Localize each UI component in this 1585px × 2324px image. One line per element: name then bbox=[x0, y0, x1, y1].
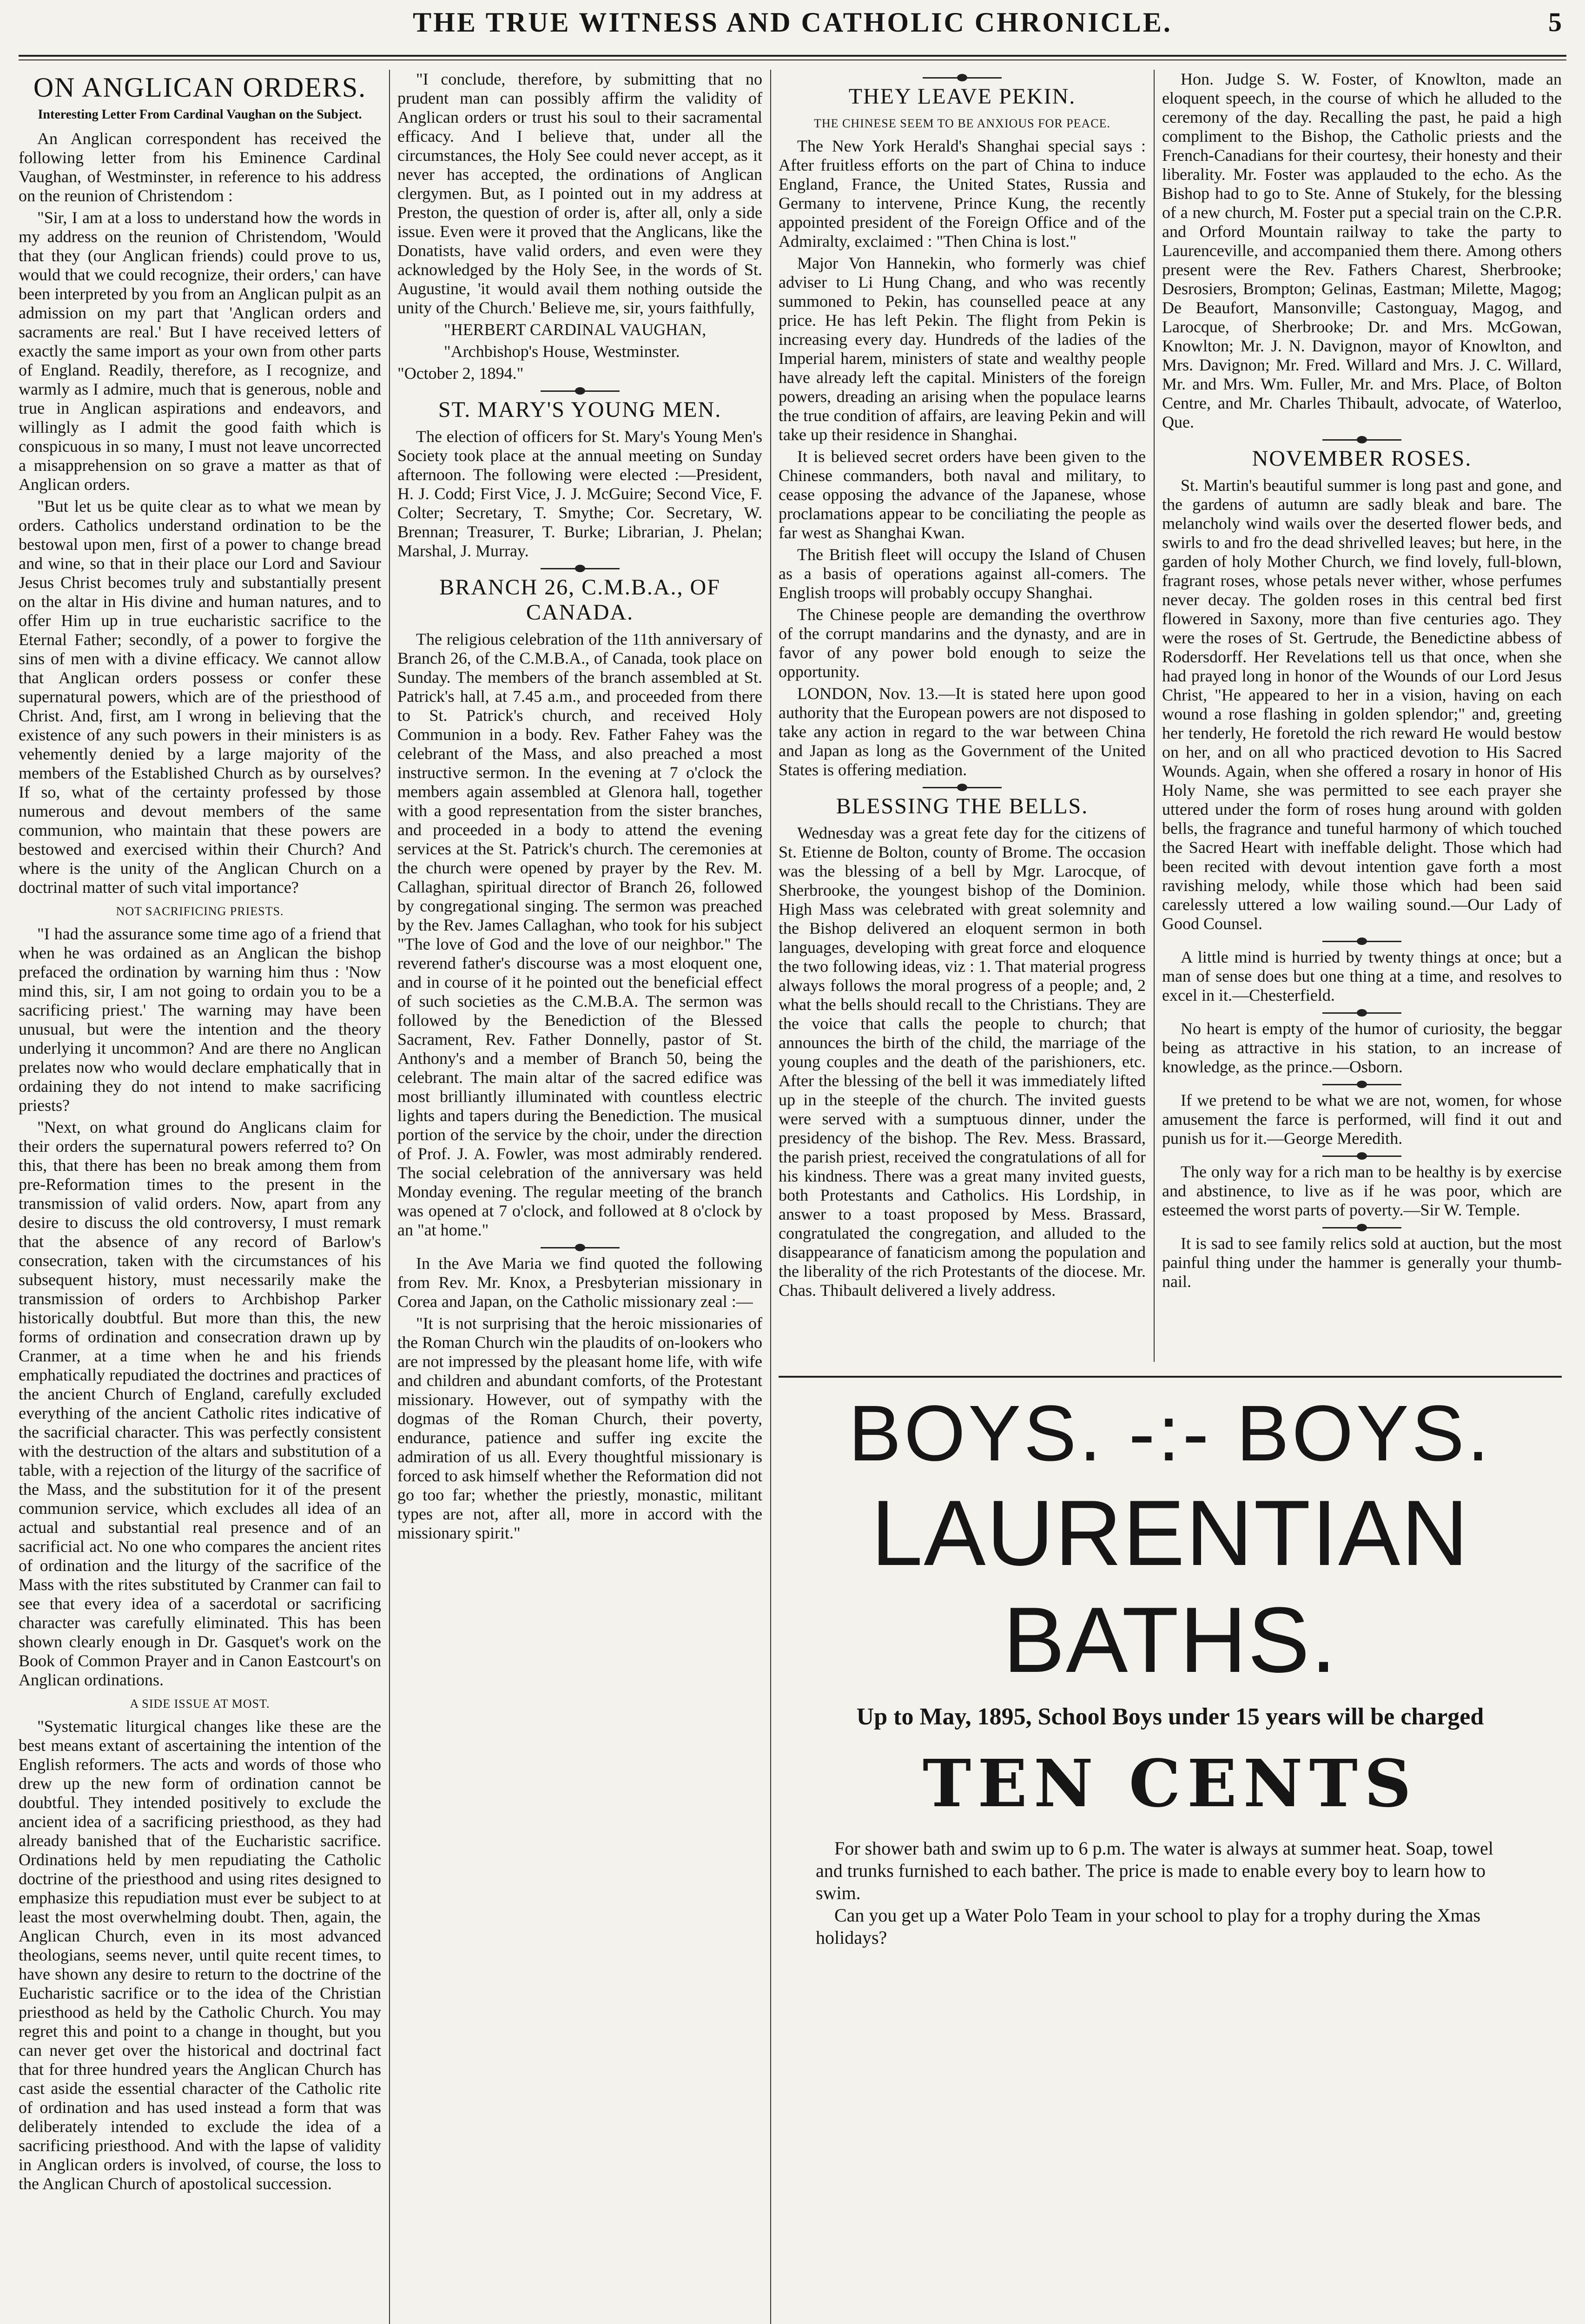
ad-details bbox=[779, 1837, 1562, 1949]
paragraph: In the Ave Maria we find quoted the following from Rev. Mr. Knox, a Presbyterian missionary in Corea and Japan, on the Catholic missionary zeal :— bbox=[397, 1254, 762, 1311]
paragraph: The election of officers for St. Mary's Young Men's Society took place at the annual meeting on Sunday afternoon. The following were elected :—President, H. J. Codd; First Vice, J. J. McGuire; Second Vice, F. Colter; Secretary, T. Smythe; Cor. Secretary, W. Brennan; Treasurer, T. Burke; Librarian, J. Phelan; Marshal, J. Murray. bbox=[397, 427, 762, 560]
headline-they-leave-pekin: THEY LEAVE PEKIN. bbox=[848, 84, 1076, 109]
section-heading: A SIDE ISSUE AT MOST. bbox=[130, 1697, 270, 1710]
laurentian-baths-advertisement bbox=[779, 1376, 1562, 2324]
paragraph: Hon. Judge S. W. Foster, of Knowlton, made an eloquent speech, in the course of which he alluded to the ceremony of the day. Recalling the past, he paid a high compliment to the Bishop, the Catholic priests and the French-Canadians for their courtesy, their honesty and their liberality. Mr. Foster was applauded to the echo. As the Bishop had to go to Ste. Anne of Stukely, for the blessing of a new church, M. Foster put a special train on the C.P.R. and Orford Mountain railway to take the party to Laurenceville, and accompanied them there. Among others present were the Rev. Fathers Charest, Sherbrooke; Desrosiers, Brompton; Gelinas, Eastman; Milette, Magog; De Beaufort, Mansonville; Castonguay, Magog, and Larocque, of Sherbrooke; Dr. and Mrs. McGowan, Knowlton; Mr. J. N. Davignon, mayor of Knowlton, and Mrs. Davignon; Mr. Fred. Willard and Mrs. J. C. Willard, Mr. and Mrs. Wm. Fuller, Mr. and Mrs. Place, of Bolton Centre, and Mr. Charles Thibault, advocate, of Waterloo, Que. bbox=[1162, 70, 1562, 431]
paragraph: "Next, on what ground do Anglicans claim for their orders the supernatural powers referred to? On this, that there has been no break among them from pre-Reformation times to the present in the transmission of valid orders. Now, apart from any desire to discuss the old controversy, I must remark that the absence of any record of Barlow's consecration, taken with the circumstances of his subsequent history, must necessarily make the transmission of orders to Archbishop Parker historically doubtful. But more than this, the new forms of ordination and consecration drawn up by Cranmer, at a time when he and his friends emphatically repudiated the doctrines and practices of the ancient Church of England, carefully excluded everything of the ancient Catholic rites indicative of the sacrificial character. This was perfectly consistent with the destruction of the altars and substitution of a table, with a rejection of the liturgy of the sacrifice of the Mass, and the substitution for it of the present communion service, which excludes all idea of an actual and substantial real presence and of an sacrificial act. No one who compares the ancient rites of ordination and the liturgy of the sacrifice of the Mass with the rites substituted by Cranmer can fail to see that every idea of a sacerdotal or sacrificing character was carefully eliminated. This has been shown clearly enough in Dr. Gasquet's work on the Book of Common Prayer and in Canon Eastcourt's on Anglican ordinations. bbox=[19, 1118, 381, 1689]
paragraph: The New York Herald's Shanghai special says : After fruitless efforts on the part of China to induce England, France, the United States, Russia and Germany to intervene, Prince Kung, the recently appointed president of the Foreign Office and of the Admiralty, exclaimed : "Then China is lost." bbox=[779, 137, 1146, 251]
paragraph: The British fleet will occupy the Island of Chusen as a basis of operations against all-comers. The English troops will probably occupy Shanghai. bbox=[779, 545, 1146, 602]
header-rule-thin bbox=[19, 59, 1566, 60]
ad-headline-laurentian-baths: LAURENTIAN BATHS. bbox=[871, 1481, 1469, 1692]
paragraph: It is believed secret orders have been given to the Chinese commanders, both naval and military, to cease opposing the advance of the Japanese, whose proclamations appear to be conciliating the people as far west as Shanghai Kwan. bbox=[779, 447, 1146, 542]
article-divider bbox=[1322, 1155, 1401, 1157]
article-divider bbox=[541, 390, 620, 392]
headline-blessing-bells: BLESSING THE BELLS. bbox=[836, 794, 1089, 819]
page-number: 5 bbox=[1548, 7, 1562, 37]
paragraph: "It is not surprising that the heroic missionaries of the Roman Church win the plaudits of on-lookers who are not impressed by the pleasant home life, with wife and children and abundant comforts, of the Protestant missionary. However, out of sympathy with the dogmas of the Roman Church, their poverty, endurance, patience and suffer ing excite the admiration of us all. Every thoughtful missionary is forced to ask himself whether the Reformation did not go too far; whether the priestly, monastic, militant types are not, after all, more in accord with the missionary spirit." bbox=[397, 1314, 762, 1542]
column-2 bbox=[397, 70, 762, 2324]
article-divider bbox=[1322, 1227, 1401, 1228]
paragraph: Major Von Hannekin, who formerly was chief adviser to Li Hung Chang, and who was recently summoned to Pekin, has counselled peace at any price. He has left Pekin. The flight from Pekin is increasing every day. Hundreds of the ladies of the Imperial harem, ministers of state and wealthy people have already left the capital. Ministers of the foreign powers, dreading an arising when the populace learns the true condition of affairs, are leaving Pekin and will take up their residence in Shanghai. bbox=[779, 254, 1146, 444]
article-divider bbox=[1322, 439, 1401, 441]
article-divider bbox=[923, 787, 1002, 788]
header-rule bbox=[19, 55, 1566, 57]
article-divider bbox=[1322, 1084, 1401, 1085]
paragraph: The religious celebration of the 11th anniversary of Branch 26, of the C.M.B.A., of Canada, took place on Sunday. The members of the branch assembled at St. Patrick's hall, at 7.45 a.m., and proceeded from there to St. Patrick's church, and received Holy Communion in a body. Rev. Father Fahey was the celebrant of the Mass, and also preached a most instructive sermon. In the evening at 7 o'clock the members again assembled at Glenora hall, together with a good representation from the sister branches, and proceeded in a body to attend the evening services at the St. Patrick's church. The ceremonies at the church were opened by prayer by the Rev. M. Callaghan, spiritual director of Branch 26, followed by congregational singing. The sermon was preached by the Rev. James Callaghan, who took for his subject "The love of God and the love of our neighbor." The reverend father's discourse was a most eloquent one, and in course of it he pointed out the beneficial effect of such societies as the C.M.B.A. The sermon was followed by the Benediction of the Blessed Sacrament, Rev. Father Donnelly, pastor of St. Anthony's and a member of Branch 50, being the celebrant. The main altar of the sacred edifice was most brilliantly illuminated with countless electric lights and tapers during the Benediction. The musical portion of the service by the choir, under the direction of Prof. J. A. Fowler, was most admirably rendered. The social celebration of the anniversary was held Monday evening. The regular meeting of the branch was opened at 7 o'clock, and followed at 8 o'clock by an "at home." bbox=[397, 630, 762, 1239]
ad-details-text: For shower bath and swim up to 6 p.m. The water is always at summer heat. Soap, towel and trunks furnished to each bather. The price is made to enable every boy to learn how to swim. bbox=[816, 1838, 1493, 1903]
column-3 bbox=[779, 70, 1146, 1362]
headline-november-roses: NOVEMBER ROSES. bbox=[1252, 446, 1472, 471]
subhead-pekin: THE CHINESE SEEM TO BE ANXIOUS FOR PEACE. bbox=[813, 117, 1111, 130]
column-rule bbox=[1154, 70, 1155, 1362]
article-divider bbox=[923, 77, 1002, 79]
ad-price: TEN CENTS bbox=[923, 1746, 1418, 1822]
headline-branch-26: BRANCH 26, C.M.B.A., OF CANADA. bbox=[439, 575, 720, 625]
paragraph: Wednesday was a great fete day for the citizens of St. Etienne de Bolton, county of Brome. The occasion was the blessing of a bell by Mgr. Larocque, of Sherbrooke, the youngest bishop of the Dominion. High Mass was celebrated with great solemnity and the Bishop delivered an eloquent sermon in both languages, developing with great force and eloquence the two following ideas, viz : 1. That material progress always follows the moral progress of a people; and, 2 what the bells should recall to the Christians. They are the voice that calls the people to church; that announces the birth of the child, the marriage of the young couples and the death of the parishioners, etc. After the blessing of the bell it was immediately lifted up in the steeple of the church. The invited guests were served with a sumptuous dinner, under the presidency of the bishop. The Rev. Mess. Brassard, the parish priest, received the congratulations of all for his kindness. There was a great many invited guests, both Protestants and Catholics. His Lordship, in answer to a toast proposed by Mess. Brassard, congratulated the congregation, and alluded to the disappearance of fanaticism among the population and the liberality of the rich Protestants of the diocese. Mr. Chas. Thibault delivered a lively address. bbox=[779, 824, 1146, 1300]
paragraph: "I conclude, therefore, by submitting that no prudent man can possibly affirm the validity of Anglican orders or trust his soul to their sacramental efficacy. And I believe that, under all the circumstances, the Holy See could never accept, as it never has accepted, the ordinations of Anglican clergymen. But, as I pointed out in my address at Preston, the question of order is, after all, only a side issue. Even were it proved that the Anglicans, like the Donatists, have valid orders, and even were they acknowledged by the Holy See, in the words of St. Augustine, 'it would avail them nothing outside the unity of the Church.' Believe me, sir, yours faithfully, bbox=[397, 70, 762, 317]
masthead bbox=[19, 0, 1566, 60]
ad-details-text: Can you get up a Water Polo Team in your school to play for a trophy during the Xmas holidays? bbox=[816, 1905, 1481, 1948]
column-rule bbox=[770, 70, 771, 2324]
paragraph: LONDON, Nov. 13.—It is stated here upon good authority that the European powers are not disposed to take any action in regard to the war between China and Japan as long as the Government of the United States is offering mediation. bbox=[779, 684, 1146, 779]
article-divider bbox=[541, 1247, 620, 1248]
filler-paragraph: It is sad to see family relics sold at auction, but the most painful thing under the hammer is generally your thumb-nail. bbox=[1162, 1234, 1562, 1291]
article-divider bbox=[1322, 1012, 1401, 1014]
signature-date: "October 2, 1894." bbox=[397, 364, 524, 383]
paragraph: "I had the assurance some time ago of a friend that when he was ordained as an Anglican the bishop prefaced the ordination by warning him thus : 'Now mind this, sir, I am not going to ordain you to be a sacrificing priest.' The warning may have been unusual, but were the intention and the theory underlying it uncommon? And are there no Anglican prelates now who would declare emphatically that in ordaining they do not intend to make sacrificing priests? bbox=[19, 924, 381, 1115]
filler-paragraph: If we pretend to be what we are not, women, for whose amusement the farce is performed, will find it out and punish us for it.—George Meredith. bbox=[1162, 1091, 1562, 1148]
section-heading: NOT SACRIFICING PRIESTS. bbox=[116, 905, 284, 918]
signature: "HERBERT CARDINAL VAUGHAN, bbox=[444, 320, 707, 339]
paragraph: "Systematic liturgical changes like these are the best means extant of ascertaining the intention of the English reformers. The acts and words of those who drew up the new form of ordination cannot be doubtful. They intended positively to exclude the ancient idea of a sacrificing priesthood, as they had already banished that of the Eucharistic sacrifice. Ordinations held by men repudiating the Catholic doctrine of the priesthood and using rites designed to emphasize this repudiation must ever be subject to at least the most overwhelming doubt. Then, again, the Anglican Church, even in its most advanced theologians, seems never, until quite recent times, to have shown any desire to return to the doctrine of the Eucharistic sacrifice or to the idea of the Christian priesthood as held by the Catholic Church. You may regret this and point to a change in thought, but you can never get over the historical and doctrinal fact that for three hundred years the Anglican Church has cast aside the essential character of the Catholic rite of ordination and has used instead a form that was deliberately intended to exclude the idea of a sacrificing priesthood. And with the lapse of validity in Anglican orders is involved, of course, the loss to the Anglican Church of apostolical succession. bbox=[19, 1717, 381, 2193]
column-1 bbox=[19, 70, 381, 2324]
column-rule bbox=[389, 70, 390, 2324]
subhead-anglican-orders: Interesting Letter From Cardinal Vaughan on the Subject. bbox=[38, 107, 362, 122]
column-4 bbox=[1162, 70, 1562, 1362]
paragraph: "But let us be quite clear as to what we mean by orders. Catholics understand ordination to be the bestowal upon men, first of a power to change bread and wine, so that in their place our Lord and Saviour Jesus Christ becomes truly and substantially present on the altar in His divine and human natures, and to offer Him up in true eucharistic sacrifice to the Eternal Father; secondly, of a power to forgive the sins of men with a divine efficacy. We cannot allow that Anglican orders possess or confer these supernatural powers, which are of the priesthood of Christ. And, first, am I wrong in believing that the existence of any such powers in their ministers is as vehemently denied by a large majority of the members of the Established Church as by ourselves? If so, what of the certainty professed by those numerous and devout members of the same communion, who maintain that these powers are bestowed and exercised within their Church? And where is the unity of the Anglican Church on a doctrinal matter of such vital importance? bbox=[19, 497, 381, 897]
filler-paragraph: The only way for a rich man to be healthy is by exercise and abstinence, to live as if he was poor, which are esteemed the worst parts of poverty.—Sir W. Temple. bbox=[1162, 1162, 1562, 1219]
ad-headline-boys: BOYS. -:- BOYS. bbox=[848, 1389, 1492, 1478]
filler-paragraph: A little mind is hurried by twenty things at once; but a man of sense does but one thing at a time, and resolves to excel in it.—Chesterfield. bbox=[1162, 948, 1562, 1004]
signature-place: "Archbishop's House, Westminster. bbox=[444, 342, 680, 361]
article-divider bbox=[1322, 941, 1401, 942]
ad-offer: Up to May, 1895, School Boys under 15 years will be charged bbox=[856, 1703, 1484, 1730]
paragraph: "Sir, I am at a loss to understand how the words in my address on the reunion of Christendom, 'Would that they (our Anglican friends) could prove to us, would that we could recognize, their orders,' can have been interpreted by you from an Anglican pulpit as an admission on my part that 'Anglican orders and sacraments are real.' But I have received letters of exactly the same import as your own from other parts of England. Readily, therefore, as I recognize, and warmly as I admire, much that is generous, noble and true in Anglican aspirations and endeavors, and willingly as I admit the good faith which is conspicuous in so many, I must not leave uncorrected a misapprehension on so grave a matter as that of Anglican orders. bbox=[19, 208, 381, 494]
paragraph: The Chinese people are demanding the overthrow of the corrupt mandarins and the dynasty, and are in favor of any power bold enough to seize the opportunity. bbox=[779, 605, 1146, 681]
headline-st-marys: ST. MARY'S YOUNG MEN. bbox=[438, 397, 722, 422]
paragraph: An Anglican correspondent has received the following letter from his Eminence Cardinal Vaughan, of Westminster, in reference to his address on the reunion of Christendom : bbox=[19, 129, 381, 205]
paragraph: St. Martin's beautiful summer is long past and gone, and the gardens of autumn are sadly bleak and bare. The melancholy wind wails over the deserted flower beds, and swirls to and fro the dead shrivelled leaves; but here, in the garden of holy Mother Church, we find lovely, full-blown, fragrant roses, whose petals never wither, whose perfumes never decay. The golden roses in this central bed first flowered in Saxony, more than five centuries ago. They were the roses of St. Gertrude, the Benedictine abbess of Rodersdorff. Her Revelations tell us that once, when she had prayed long in honor of the Wounds of our Lord Jesus Christ, "He appeared to her in a vision, having on each wound a rose flashing in golden splendor;" and, greeting her tenderly, He foretold the rich reward He would bestow on her, and on all who practiced devotion to His Sacred Wounds. Again, when she offered a rosary in honor of His Holy Name, she was permitted to see each prayer she uttered under the form of roses hung around with golden bells, the fragrance and tuneful harmony of which touched the Sacred Heart with ineffable delight. Those which had been recited with devout intention gave forth a most ravishing melody, while those which had been said carelessly uttered a low wailing sound.—Our Lady of Good Counsel. bbox=[1162, 476, 1562, 933]
filler-paragraph: No heart is empty of the humor of curiosity, the beggar being as attractive in his station, to an increase of knowledge, as the prince.—Osborn. bbox=[1162, 1019, 1562, 1076]
headline-anglican-orders: ON ANGLICAN ORDERS. bbox=[33, 72, 367, 103]
newspaper-title: THE TRUE WITNESS AND CATHOLIC CHRONICLE. bbox=[413, 7, 1172, 38]
article-divider bbox=[541, 568, 620, 569]
